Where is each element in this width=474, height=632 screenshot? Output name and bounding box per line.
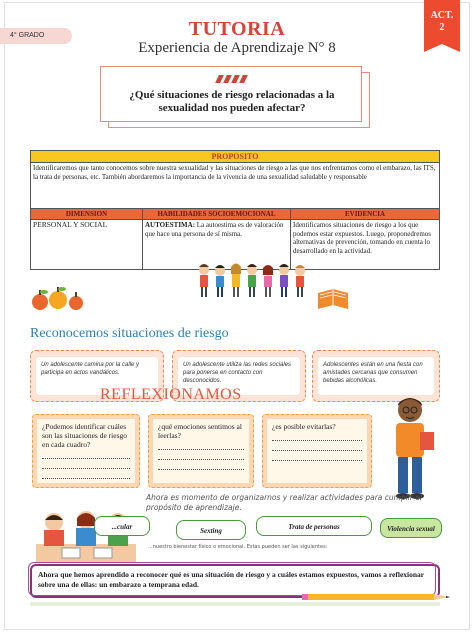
column-header-evidence: EVIDENCIA	[291, 209, 440, 220]
skill-text: La autoestima es de valoración que hace una persona de sí misma.	[145, 221, 284, 238]
plan-table	[30, 150, 440, 270]
child-figure-1	[199, 264, 209, 297]
reflection-card-avoid	[262, 414, 372, 488]
evidence-cell: Identificamos situaciones de riesgo a los que podemos estar expuestos. Luego, proponedremos alternativas de prevención, tomando en cuenta lo desarrollado en la actividad.	[291, 220, 440, 270]
tag-trafficking: Trata de personas	[256, 516, 372, 536]
tag-sexting: Sexting	[176, 520, 246, 540]
main-question: ¿Qué situaciones de riesgo relacionadas a la sexualidad nos pueden afectar?	[129, 89, 335, 114]
reflection-card-body	[267, 419, 367, 483]
apple-icon	[69, 292, 83, 310]
risk-card-text: Un adolescente camina por la calle y participa en actos vandálicos.	[36, 357, 158, 395]
tag-partial: ...cular	[94, 516, 150, 536]
page-subtitle: Experiencia de Aprendizaje N° 8	[138, 40, 336, 56]
boy-illustration	[384, 392, 440, 504]
organize-note: Ahora es momento de organizarnos y realizar actividades para cumplir el propósito de aprendizaje.	[146, 493, 423, 512]
purpose-text: Identificaremos que tanto conocemos sobre nuestra sexualidad y las situaciones de riesgo a las que nos enfrentamos como el embarazo, las ITS, la trata de personas, etc. También abordaremos la importancia de la vivencia de una sexualidad saludable y responsable	[31, 163, 440, 209]
reflection-card-body	[37, 419, 135, 483]
child-figure-4	[247, 264, 257, 297]
question-box	[100, 66, 372, 128]
book-illustration	[316, 287, 350, 313]
final-reflection-box: Ahora que hemos aprendido a reconocer qué es una situación de riesgo y a cuáles estamos expuestos, vamos a reflexionar sobre una de ellas: un embarazo a temprana edad.	[30, 564, 440, 598]
answer-line[interactable]	[42, 462, 130, 469]
reflect-heading: REFLEXIONAMOS	[100, 386, 242, 403]
bottom-strip	[30, 602, 440, 606]
reflection-card-body	[153, 419, 249, 483]
child-figure-3	[231, 264, 241, 298]
answer-line[interactable]	[272, 454, 362, 461]
stripes-decoration	[217, 75, 251, 83]
tags-row	[30, 516, 450, 546]
activity-label: ACT.	[430, 10, 454, 21]
children-illustration	[196, 262, 312, 302]
child-figure-6	[279, 264, 289, 297]
reflection-card-identify	[32, 414, 140, 488]
child-figure-5	[263, 265, 273, 297]
child-figure-2	[215, 265, 225, 297]
answer-line[interactable]	[272, 444, 362, 451]
apple-icon	[32, 290, 48, 310]
answer-line[interactable]	[42, 452, 130, 459]
answer-line[interactable]	[158, 443, 244, 450]
grade-tab: 4° GRADO	[0, 28, 72, 44]
question-box-front	[100, 66, 362, 122]
risk-card-text: Un adolescente utiliza las redes sociales para ponerse en contacto con desconocidos.	[178, 357, 300, 395]
reflection-question: ¿qué emociones sentimos al leerlas?	[158, 422, 242, 440]
dimension-cell: PERSONAL Y SOCIAL	[31, 220, 143, 270]
answer-line[interactable]	[158, 453, 244, 460]
column-header-skills: HABILIDADES SOCIOEMOCIONAL	[143, 209, 291, 220]
tag-sexual-violence: Violencia sexual	[380, 518, 442, 538]
purpose-header: PROPOSITO	[31, 151, 440, 163]
reflection-question: ¿Podemos identificar cuáles son las situaciones de riesgo en cada cuadro?	[42, 422, 127, 449]
answer-line[interactable]	[42, 472, 130, 479]
answer-line[interactable]	[272, 434, 362, 441]
skill-label: AUTOESTIMA:	[145, 221, 196, 229]
reflection-question: ¿es posible evitarlas?	[272, 422, 336, 431]
risk-card-text: Adolescentes están en una fiesta con amistades cercanas que consumen bebidas alcohólicas.	[318, 357, 434, 395]
answer-line[interactable]	[158, 463, 244, 470]
apples-illustration	[30, 284, 90, 314]
activity-number: 2	[439, 22, 445, 33]
small-caption: ...nuestro bienestar físico o emocional. Estas pueden ser las siguientes:	[148, 544, 328, 550]
child-figure-7	[295, 265, 305, 297]
apple-icon	[49, 287, 67, 309]
column-header-dimension: DIMENSION	[31, 209, 143, 220]
reflection-card-emotions	[148, 414, 254, 488]
recognize-heading: Reconocemos situaciones de riesgo	[30, 326, 229, 341]
page-title: TUTORIA	[188, 18, 286, 40]
